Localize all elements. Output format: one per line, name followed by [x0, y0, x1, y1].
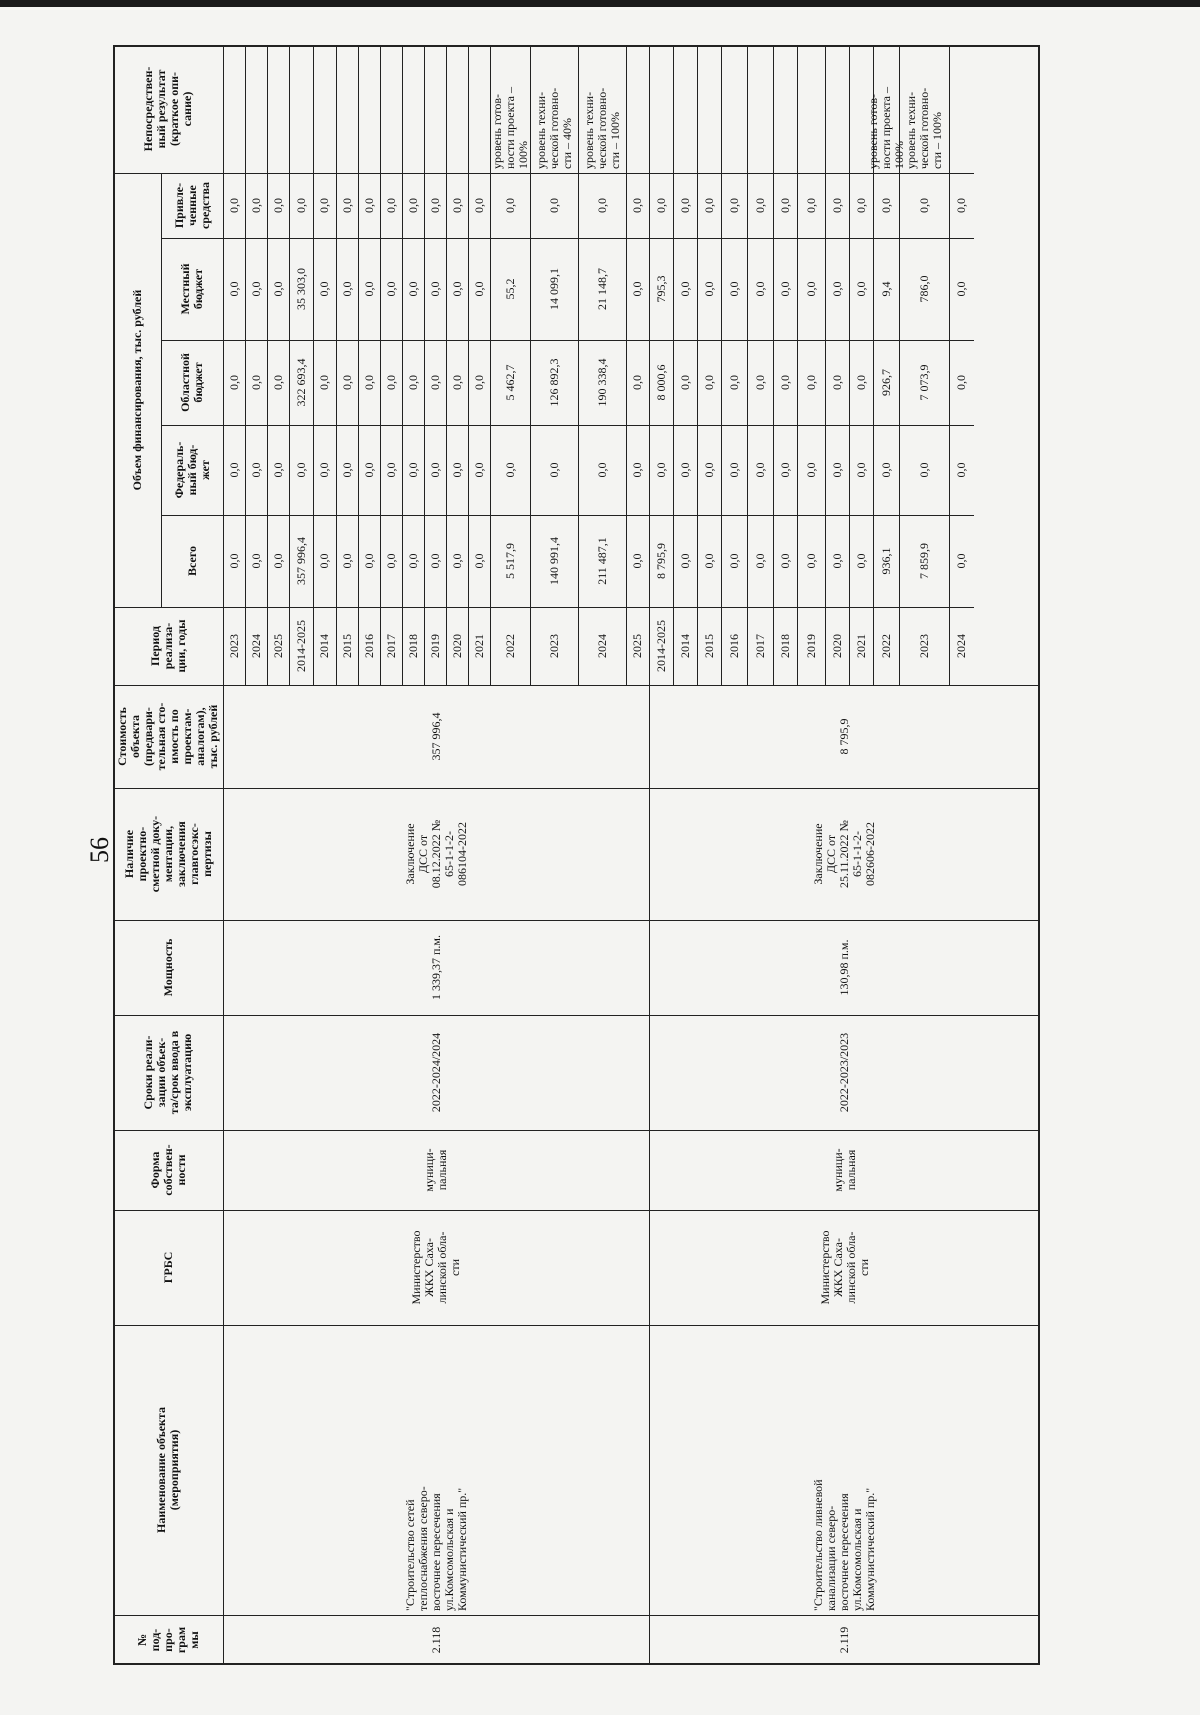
row-result	[337, 46, 357, 172]
row-attracted: 0,0	[954, 198, 968, 213]
row-attracted: 0,0	[427, 198, 442, 213]
row-federal: 0,0	[471, 462, 486, 478]
header-name-text: Наименование объекта (мероприятия)	[154, 1407, 181, 1533]
row-local: 0,0	[853, 281, 868, 297]
row-attracted: 0,0	[502, 198, 517, 213]
row-local: 0,0	[405, 281, 420, 297]
row-local: 0,0	[248, 281, 263, 297]
row-result	[798, 46, 824, 172]
row-regional: 0,0	[361, 375, 376, 390]
row-local: 35 303,0	[293, 268, 308, 310]
row-regional: 126 892,3	[546, 358, 561, 407]
row-attracted: 0,0	[878, 198, 893, 213]
row-total: 0,0	[383, 553, 398, 569]
row-period: 2018	[405, 634, 420, 658]
row-regional: 0,0	[853, 375, 868, 390]
row-total: 5 517,9	[502, 543, 517, 579]
row-attracted: 0,0	[803, 198, 818, 213]
row-regional: 5 462,7	[502, 364, 517, 401]
header-federal-text: Федераль- ный бюд- жет	[171, 441, 212, 499]
header-local-text: Местный бюджет	[178, 263, 205, 315]
row-regional: 0,0	[427, 375, 442, 390]
row-total: 211 487,1	[594, 537, 609, 585]
row-result: уровень техни- ческой готовно- сти – 40%	[533, 87, 574, 169]
row-regional: 0,0	[677, 375, 692, 390]
header-total-text: Всего	[184, 546, 199, 576]
row-period: 2023	[226, 634, 241, 658]
row-local: 795,3	[653, 275, 668, 303]
row-total: 0,0	[339, 553, 354, 569]
row-local: 0,0	[803, 281, 818, 297]
row-period: 2014-2025	[653, 620, 668, 672]
row-result	[698, 46, 720, 172]
row-federal: 0,0	[878, 462, 893, 478]
object-ownership-text: муници- пальная	[830, 1148, 858, 1192]
row-local: 0,0	[677, 281, 692, 297]
row-attracted: 0,0	[853, 198, 868, 213]
row-regional: 0,0	[270, 375, 285, 390]
row-federal: 0,0	[803, 462, 818, 478]
row-attracted: 0,0	[361, 198, 376, 213]
row-attracted: 0,0	[471, 198, 486, 213]
row-regional: 926,7	[878, 369, 893, 396]
row-period: 2023	[546, 634, 561, 658]
row-attracted: 0,0	[317, 198, 331, 213]
row-local: 0,0	[427, 281, 442, 297]
row-federal: 0,0	[361, 462, 376, 478]
row-total: 0,0	[677, 553, 692, 569]
row-result: уровень техни- ческой готовно- сти – 100%	[581, 87, 622, 169]
row-total: 0,0	[853, 553, 868, 569]
row-period: 2015	[339, 634, 354, 658]
object-capacity-text: 1 339,37 п.м.	[428, 935, 443, 1001]
row-result	[722, 46, 746, 172]
row-attracted: 0,0	[829, 198, 844, 213]
row-period: 2021	[853, 634, 868, 658]
row-federal: 0,0	[752, 462, 767, 478]
row-period: 2025	[630, 634, 644, 658]
row-period: 2014	[317, 634, 331, 658]
row-total: 0,0	[405, 553, 420, 569]
row-local: 0,0	[752, 281, 767, 297]
row-attracted: 0,0	[726, 198, 741, 213]
object-docs-text: Заключение ДСС от 08.12.2022 № 65-1-1-2- 086104-2022	[402, 819, 469, 889]
row-result	[950, 46, 973, 172]
row-federal: 0,0	[677, 462, 692, 478]
row-total: 0,0	[752, 553, 767, 569]
row-result	[469, 46, 489, 172]
row-federal: 0,0	[248, 462, 263, 478]
row-result	[774, 46, 796, 172]
row-federal: 0,0	[226, 462, 241, 478]
row-total: 0,0	[726, 553, 741, 569]
continuation-cell	[223, 1130, 224, 1210]
row-attracted: 0,0	[752, 198, 767, 213]
row-total: 0,0	[248, 553, 263, 569]
row-local: 786,0	[916, 275, 931, 303]
row-federal: 0,0	[270, 462, 285, 478]
row-regional: 0,0	[248, 375, 263, 390]
row-regional: 0,0	[630, 375, 644, 390]
row-local: 9,4	[878, 281, 893, 297]
header-terms-text: Сроки реали- зации объек- та/срок ввода в эксплуатацию	[141, 1030, 194, 1115]
row-attracted: 0,0	[293, 198, 308, 213]
row-regional: 0,0	[829, 375, 844, 390]
row-federal: 0,0	[726, 462, 741, 478]
row-attracted: 0,0	[677, 198, 692, 213]
row-period: 2023	[916, 634, 931, 658]
row-federal: 0,0	[546, 462, 561, 478]
header-attracted-text: Привле- ченные средства	[171, 182, 212, 229]
row-regional: 0,0	[726, 375, 741, 390]
investment-table	[113, 45, 1040, 1665]
row-regional: 0,0	[471, 375, 486, 390]
row-period: 2015	[701, 634, 716, 658]
row-regional: 0,0	[803, 375, 818, 390]
row-federal: 0,0	[653, 462, 668, 478]
object-name-text: "Строительство сетей теплоснабжения северо- восточнее пересечения ул.Комсомольская и Коммунистический пр."	[402, 1486, 469, 1611]
object-num-text: 2.119	[837, 1626, 851, 1654]
header-capacity-text: Мощность	[160, 938, 175, 997]
row-result: уровень готов- ности проекта – 100%	[865, 87, 906, 169]
row-local: 14 099,1	[546, 268, 561, 310]
row-period: 2019	[427, 634, 442, 658]
row-period: 2022	[878, 634, 893, 658]
row-period: 2019	[803, 634, 818, 658]
row-local: 0,0	[726, 281, 741, 297]
header-funding-text: Объем финансирования, тыс. рублей	[129, 289, 144, 491]
row-regional: 0,0	[226, 375, 241, 390]
row-local: 0,0	[701, 281, 716, 297]
row-result: уровень готов- ности проекта – 100%	[489, 87, 530, 169]
row-total: 0,0	[701, 553, 716, 569]
object-capacity-text: 130,98 п.м.	[837, 939, 851, 996]
row-period: 2018	[777, 634, 792, 658]
row-federal: 0,0	[293, 462, 308, 478]
row-period: 2021	[471, 634, 486, 658]
row-federal: 0,0	[954, 462, 968, 478]
row-attracted: 0,0	[701, 198, 716, 213]
row-period: 2020	[449, 634, 464, 658]
row-regional: 0,0	[752, 375, 767, 390]
row-federal: 0,0	[701, 462, 716, 478]
row-federal: 0,0	[777, 462, 792, 478]
row-period: 2016	[726, 634, 741, 658]
row-total: 936,1	[878, 547, 893, 575]
header-cost-text: Стоимость объекта (предвари- тельная сто- имость по проектам- аналогам), тыс. рублей	[115, 702, 220, 771]
row-total: 140 991,4	[546, 537, 561, 585]
row-federal: 0,0	[427, 462, 442, 478]
row-total: 0,0	[361, 553, 376, 569]
row-result	[650, 46, 672, 172]
row-attracted: 0,0	[653, 198, 668, 213]
row-attracted: 0,0	[777, 198, 792, 213]
row-period: 2024	[954, 634, 968, 658]
row-total: 0,0	[777, 553, 792, 569]
row-total: 0,0	[471, 553, 486, 569]
row-regional: 0,0	[317, 375, 331, 390]
row-period: 2017	[752, 634, 767, 658]
row-result	[748, 46, 772, 172]
row-local: 0,0	[449, 281, 464, 297]
row-local: 0,0	[954, 281, 968, 297]
row-federal: 0,0	[594, 462, 609, 478]
row-total: 0,0	[829, 553, 844, 569]
row-regional: 190 338,4	[594, 358, 609, 407]
row-total: 0,0	[954, 553, 968, 569]
row-regional: 0,0	[339, 375, 354, 390]
row-total: 0,0	[270, 553, 285, 569]
row-regional: 8 000,6	[653, 364, 668, 401]
row-regional: 0,0	[449, 375, 464, 390]
header-grbs-text: ГРБС	[160, 1251, 175, 1284]
page-number: 56	[85, 837, 114, 863]
row-federal: 0,0	[853, 462, 868, 478]
row-period: 2020	[829, 634, 844, 658]
row-total: 357 996,4	[293, 537, 308, 585]
row-total: 0,0	[427, 553, 442, 569]
row-result	[246, 46, 266, 172]
row-attracted: 0,0	[226, 198, 241, 213]
row-period: 2024	[248, 634, 263, 658]
row-period: 2025	[270, 634, 285, 658]
row-result	[314, 46, 335, 172]
row-local: 0,0	[471, 281, 486, 297]
object-name-text: "Строительство ливневой канализации северо- восточнее пересечения ул.Комсомольская и Коммунистический пр."	[811, 1479, 877, 1611]
row-federal: 0,0	[405, 462, 420, 478]
row-federal: 0,0	[339, 462, 354, 478]
scan-top-edge	[0, 0, 1200, 7]
row-total: 0,0	[317, 553, 331, 569]
row-federal: 0,0	[829, 462, 844, 478]
continuation-cell	[223, 788, 224, 920]
header-period-text: Период реализа- ции, годы	[147, 619, 188, 673]
row-local: 0,0	[339, 281, 354, 297]
row-period: 2017	[383, 634, 398, 658]
row-local: 0,0	[829, 281, 844, 297]
row-local: 0,0	[777, 281, 792, 297]
header-regional-text: Областной бюджет	[178, 353, 205, 412]
row-federal: 0,0	[502, 462, 517, 478]
object-cost-text: 8 795,9	[837, 718, 851, 755]
header-result-text: Непосредствен- ный результат (краткое опи- сание)	[141, 66, 194, 152]
row-local: 0,0	[317, 281, 331, 297]
row-total: 0,0	[803, 553, 818, 569]
row-attracted: 0,0	[405, 198, 420, 213]
row-period: 2014-2025	[293, 620, 308, 672]
row-result	[381, 46, 401, 172]
row-period: 2024	[594, 634, 609, 658]
row-regional: 7 073,9	[916, 364, 931, 401]
row-regional: 0,0	[701, 375, 716, 390]
row-result	[359, 46, 379, 172]
row-period: 2022	[502, 634, 517, 658]
row-regional: 322 693,4	[293, 358, 308, 407]
row-federal: 0,0	[916, 462, 931, 478]
row-attracted: 0,0	[248, 198, 263, 213]
object-terms-text: 2022-2024/2024	[428, 1032, 443, 1113]
row-total: 7 859,9	[916, 543, 931, 579]
row-federal: 0,0	[449, 462, 464, 478]
row-attracted: 0,0	[383, 198, 398, 213]
row-local: 0,0	[270, 281, 285, 297]
row-local: 0,0	[630, 281, 644, 297]
row-total: 0,0	[449, 553, 464, 569]
row-attracted: 0,0	[339, 198, 354, 213]
row-regional: 0,0	[405, 375, 420, 390]
row-federal: 0,0	[630, 462, 644, 478]
object-num-text: 2.118	[428, 1626, 443, 1654]
row-period: 2016	[361, 634, 376, 658]
object-ownership-text: муници- пальная	[422, 1148, 449, 1192]
continuation-cell	[223, 685, 224, 788]
row-federal: 0,0	[317, 462, 331, 478]
row-result	[268, 46, 288, 172]
header-ownership-text: Форма собствен- ности	[147, 1144, 188, 1196]
row-attracted: 0,0	[449, 198, 464, 213]
row-result	[674, 46, 696, 172]
object-grbs-text: Министерство ЖКХ Саха- линской обла- сти	[409, 1230, 462, 1305]
object-docs-text: Заключение ДСС от 25.11.2022 № 65-1-1-2- 082606-2022	[811, 820, 877, 889]
row-attracted: 0,0	[594, 198, 609, 213]
row-attracted: 0,0	[630, 198, 644, 213]
row-regional: 0,0	[383, 375, 398, 390]
header-num-text: № под- про- грам мы	[134, 1626, 201, 1654]
row-regional: 0,0	[777, 375, 792, 390]
header-docs-text: Наличие проектно- сметной доку- ментации, заключения главгосэкс- пертизы	[121, 815, 214, 893]
row-total: 0,0	[630, 553, 644, 569]
row-result	[425, 46, 445, 172]
row-result	[403, 46, 423, 172]
row-attracted: 0,0	[270, 198, 285, 213]
continuation-cell	[223, 1615, 224, 1665]
row-local: 21 148,7	[594, 268, 609, 310]
row-local: 55,2	[502, 278, 517, 300]
row-result	[290, 46, 312, 172]
object-terms-text: 2022-2023/2023	[837, 1032, 851, 1113]
row-local: 0,0	[361, 281, 376, 297]
object-cost-text: 357 996,4	[428, 712, 443, 761]
row-regional: 0,0	[954, 375, 968, 390]
row-result	[627, 46, 648, 172]
continuation-cell	[223, 1015, 224, 1130]
row-total: 0,0	[226, 553, 241, 569]
row-attracted: 0,0	[916, 198, 931, 213]
row-period: 2014	[677, 634, 692, 658]
row-result	[224, 46, 244, 172]
row-federal: 0,0	[383, 462, 398, 478]
row-local: 0,0	[226, 281, 241, 297]
row-total: 8 795,9	[653, 543, 668, 579]
row-attracted: 0,0	[546, 198, 561, 213]
object-grbs-text: Министерство ЖКХ Саха- линской обла- сти	[817, 1230, 871, 1305]
continuation-cell	[223, 1325, 224, 1615]
row-result	[447, 46, 467, 172]
row-local: 0,0	[383, 281, 398, 297]
row-result	[826, 46, 848, 172]
row-result: уровень техни- ческой готовно- сти – 100%	[903, 87, 944, 169]
continuation-cell	[223, 1210, 224, 1325]
continuation-cell	[223, 920, 224, 1015]
